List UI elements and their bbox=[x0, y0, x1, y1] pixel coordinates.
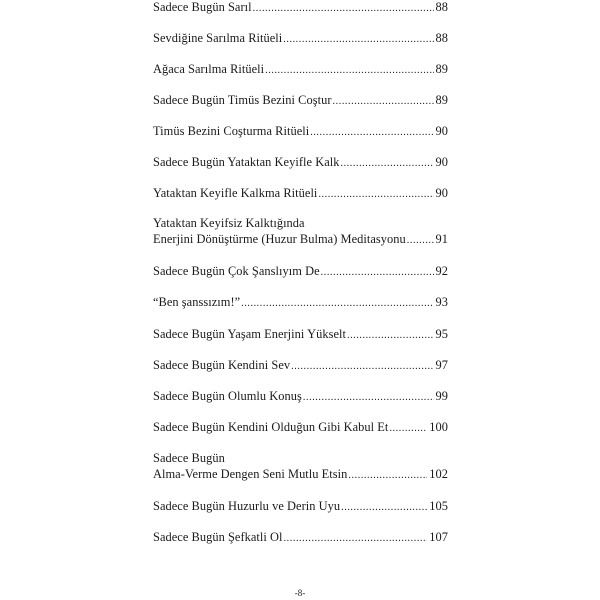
dot-leader bbox=[340, 156, 433, 172]
toc-entry-page: 105 bbox=[429, 499, 448, 513]
toc-entry bbox=[153, 185, 448, 203]
toc-entry-page: 88 bbox=[435, 31, 448, 45]
toc-entry-page: 99 bbox=[435, 389, 448, 403]
toc-entry bbox=[153, 357, 448, 375]
toc-entry bbox=[153, 215, 448, 249]
dot-leader bbox=[341, 500, 427, 516]
dot-leader bbox=[310, 125, 433, 141]
dot-leader bbox=[347, 328, 434, 344]
dot-leader bbox=[348, 468, 427, 484]
toc-entry-title: Sadece Bugün Olumlu Konuş bbox=[153, 389, 302, 403]
toc-entry bbox=[153, 61, 448, 79]
dot-leader bbox=[318, 187, 433, 203]
toc-entry bbox=[153, 30, 448, 48]
toc-entry-title: Sadece Bugün Huzurlu ve Derin Uyu bbox=[153, 499, 341, 513]
toc-entry-title: Sadece Bugün Timüs Bezini Coştur bbox=[153, 93, 332, 107]
toc-entry-title: Yataktan Keyifle Kalkma Ritüeli bbox=[153, 186, 318, 200]
toc-entry-page: 100 bbox=[429, 420, 448, 434]
toc-entry-title: Alma-Verme Dengen Seni Mutlu Etsin bbox=[153, 467, 348, 481]
toc-entry bbox=[153, 529, 448, 547]
toc-entry-title: Timüs Bezini Coşturma Ritüeli bbox=[153, 124, 310, 138]
dot-leader bbox=[265, 63, 433, 79]
toc-entry-page: 102 bbox=[429, 467, 448, 481]
toc-entry-page: 92 bbox=[435, 264, 448, 278]
toc-entry-page: 97 bbox=[435, 358, 448, 372]
dot-leader bbox=[283, 32, 433, 48]
dot-leader bbox=[291, 359, 433, 375]
toc-entry-page: 95 bbox=[435, 327, 448, 341]
toc-entry bbox=[153, 154, 448, 172]
toc-entry-title: Sadece Bugün Yaşam Enerjini Yükselt bbox=[153, 327, 346, 341]
toc-entry-page: 90 bbox=[435, 124, 448, 138]
dot-leader bbox=[253, 1, 434, 17]
dot-leader bbox=[407, 233, 434, 249]
toc-entry bbox=[153, 388, 448, 406]
toc-entry bbox=[153, 123, 448, 141]
toc-entry-title: Sadece Bugün Yataktan Keyifle Kalk bbox=[153, 155, 340, 169]
toc-entry-page: 89 bbox=[435, 62, 448, 76]
toc-entry-page: 89 bbox=[435, 93, 448, 107]
toc-entry-title: “Ben şanssızım!” bbox=[153, 295, 241, 309]
toc-entry-page: 90 bbox=[435, 186, 448, 200]
toc-entry bbox=[153, 419, 448, 437]
toc-entry bbox=[153, 92, 448, 110]
dot-leader bbox=[284, 531, 428, 547]
toc-entry-title: Sadece Bugün Sarıl bbox=[153, 0, 252, 14]
toc-entry-title: Sadece Bugün Şefkatli Ol bbox=[153, 530, 283, 544]
dot-leader bbox=[241, 296, 433, 312]
toc-entry-page: 93 bbox=[435, 295, 448, 309]
toc-entry bbox=[153, 0, 448, 17]
toc-entry-title: Sevdiğine Sarılma Ritüeli bbox=[153, 31, 283, 45]
toc-entry bbox=[153, 294, 448, 312]
toc-entry-page: 88 bbox=[435, 0, 448, 14]
toc-entry-page: 107 bbox=[429, 530, 448, 544]
toc-entry bbox=[153, 263, 448, 281]
toc-entry-title: Ağaca Sarılma Ritüeli bbox=[153, 62, 265, 76]
dot-leader bbox=[389, 421, 427, 437]
toc-entry-title-first-line: Yataktan Keyifsiz Kalktığında bbox=[153, 216, 305, 230]
toc-entry bbox=[153, 498, 448, 516]
toc-entry-title-first-line: Sadece Bugün bbox=[153, 451, 225, 465]
toc-entry-title: Sadece Bugün Kendini Sev bbox=[153, 358, 291, 372]
dot-leader bbox=[321, 265, 434, 281]
page-number: -8- bbox=[294, 588, 306, 598]
toc-entry-title: Sadece Bugün Çok Şanslıyım De bbox=[153, 264, 320, 278]
toc-entry-title: Enerjini Dönüştürme (Huzur Bulma) Meditasyonu bbox=[153, 232, 406, 246]
dot-leader bbox=[333, 94, 434, 110]
toc-entry-page: 91 bbox=[435, 232, 448, 246]
toc-entry bbox=[153, 450, 448, 484]
toc-entry bbox=[153, 326, 448, 344]
dot-leader bbox=[303, 390, 434, 406]
toc-entry-page: 90 bbox=[435, 155, 448, 169]
toc-entry-title: Sadece Bugün Kendini Olduğun Gibi Kabul Et bbox=[153, 420, 389, 434]
